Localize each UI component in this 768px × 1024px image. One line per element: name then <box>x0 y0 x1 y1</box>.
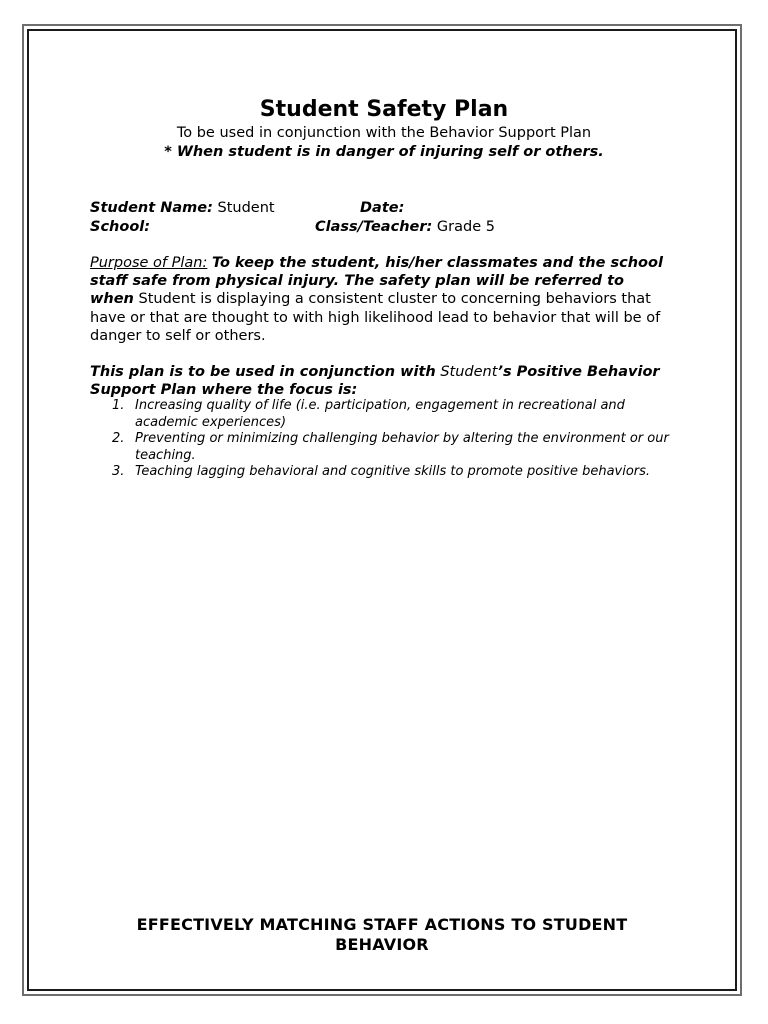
list-item-number: 3. <box>112 464 125 479</box>
student-name-field <box>90 199 275 218</box>
plan-intro-student: Student <box>440 364 498 380</box>
class-teacher-field <box>315 218 495 237</box>
class-teacher-value: Grade 5 <box>436 219 495 235</box>
plan-intro <box>90 363 670 399</box>
list-item <box>112 431 672 464</box>
list-item <box>112 398 672 431</box>
purpose-emphasis: To keep the student, his/her classmates and the school staff safe from physical injury. The safety plan will be referred to when <box>90 255 663 308</box>
list-item <box>112 464 672 481</box>
purpose-body: Student is displaying a consistent cluster to concerning behaviors that have or that are thought to with high likelihood lead to behavior that will be of danger to self or others. <box>90 291 661 344</box>
purpose-paragraph <box>90 254 670 345</box>
student-name-value: Student <box>217 200 275 216</box>
document-title: Student Safety Plan <box>259 97 509 122</box>
list-item-text: Increasing quality of life (i.e. participation, engagement in recreational and academic experiences) <box>135 398 625 430</box>
list-item-text: Preventing or minimizing challenging behavior by altering the environment or our teaching. <box>135 431 669 463</box>
list-item-number: 1. <box>112 398 125 413</box>
list-item-number: 2. <box>112 431 125 446</box>
plan-intro-part2: ’s Positive Behavior Support Plan where the focus is: <box>90 364 660 398</box>
plan-intro-part1: This plan is to be used in conjunction with <box>90 364 436 380</box>
school-label: School: <box>90 219 151 235</box>
date-field <box>360 199 404 218</box>
purpose-label: Purpose of Plan: <box>90 255 208 271</box>
class-teacher-label: Class/Teacher: <box>315 219 433 235</box>
student-name-label: Student Name: <box>90 200 213 216</box>
focus-list <box>112 398 672 481</box>
document-subtitle: To be used in conjunction with the Behavior Support Plan <box>176 125 592 141</box>
date-label: Date: <box>360 200 405 216</box>
danger-note: * When student is in danger of injuring self or others. <box>164 144 604 160</box>
list-item-text: Teaching lagging behavioral and cognitive skills to promote positive behaviors. <box>135 464 651 479</box>
footer-heading: EFFECTIVELY MATCHING STAFF ACTIONS TO STUDENT BEHAVIOR <box>136 915 628 954</box>
school-field <box>90 218 150 237</box>
